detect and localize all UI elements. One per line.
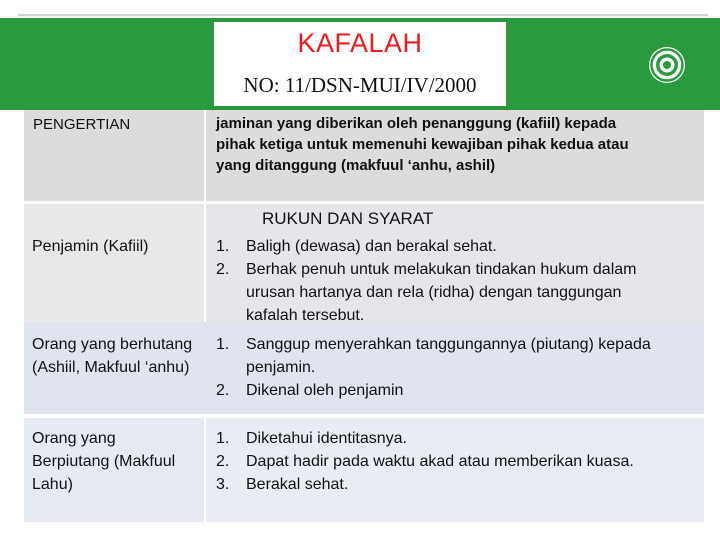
list-item: 1. Baligh (dewasa) dan berakal sehat. xyxy=(216,238,497,255)
row-label-makfuul-lahu: Orang yang Berpiutang (Makfuul Lahu) xyxy=(32,430,176,493)
rukun-heading: RUKUN DAN SYARAT xyxy=(262,209,434,228)
list-item: 2. Dapat hadir pada waktu akad atau memberikan kuasa. xyxy=(216,453,634,470)
fatwa-number: NO: 11/DSN-MUI/IV/2000 xyxy=(243,72,477,97)
list-item: 2. Dikenal oleh penjamin xyxy=(216,382,404,399)
list-item: 1. Diketahui identitasnya. xyxy=(216,430,407,447)
kafiil-label-cell xyxy=(24,204,204,322)
makfuul-lahu-conditions xyxy=(216,427,696,496)
list-item: 3. Berakal sehat. xyxy=(216,476,349,493)
page-title: KAFALAH xyxy=(297,27,423,58)
top-divider xyxy=(18,14,708,16)
mui-logo-icon xyxy=(648,46,686,84)
ashiil-conditions xyxy=(216,333,696,402)
row-label-ashiil: Orang yang berhutang (Ashiil, Makfuul ‘anhu) xyxy=(32,336,193,376)
title-box xyxy=(214,22,506,64)
kafiil-conditions xyxy=(216,235,696,327)
list-item: 2. Berhak penuh untuk melakukan tindakan hukum dalam urusan hartanya dan rela (ridha) dengan tanggungan kafalah tersebut. xyxy=(216,261,637,324)
list-item: 1. Sanggup menyerahkan tanggungannya (piutang) kepada penjamin. xyxy=(216,336,651,376)
row-label-kafiil: Penjamin (Kafiil) xyxy=(32,238,149,255)
pengertian-label: PENGERTIAN xyxy=(33,116,131,133)
pengertian-definition: jaminan yang diberikan oleh penanggung (kafiil) kepada pihak ketiga untuk memenuhi kewajiban pihak kedua atau yang ditanggung (makfuul ‘anhu, ashil) xyxy=(216,115,629,174)
subtitle-box xyxy=(214,64,506,106)
